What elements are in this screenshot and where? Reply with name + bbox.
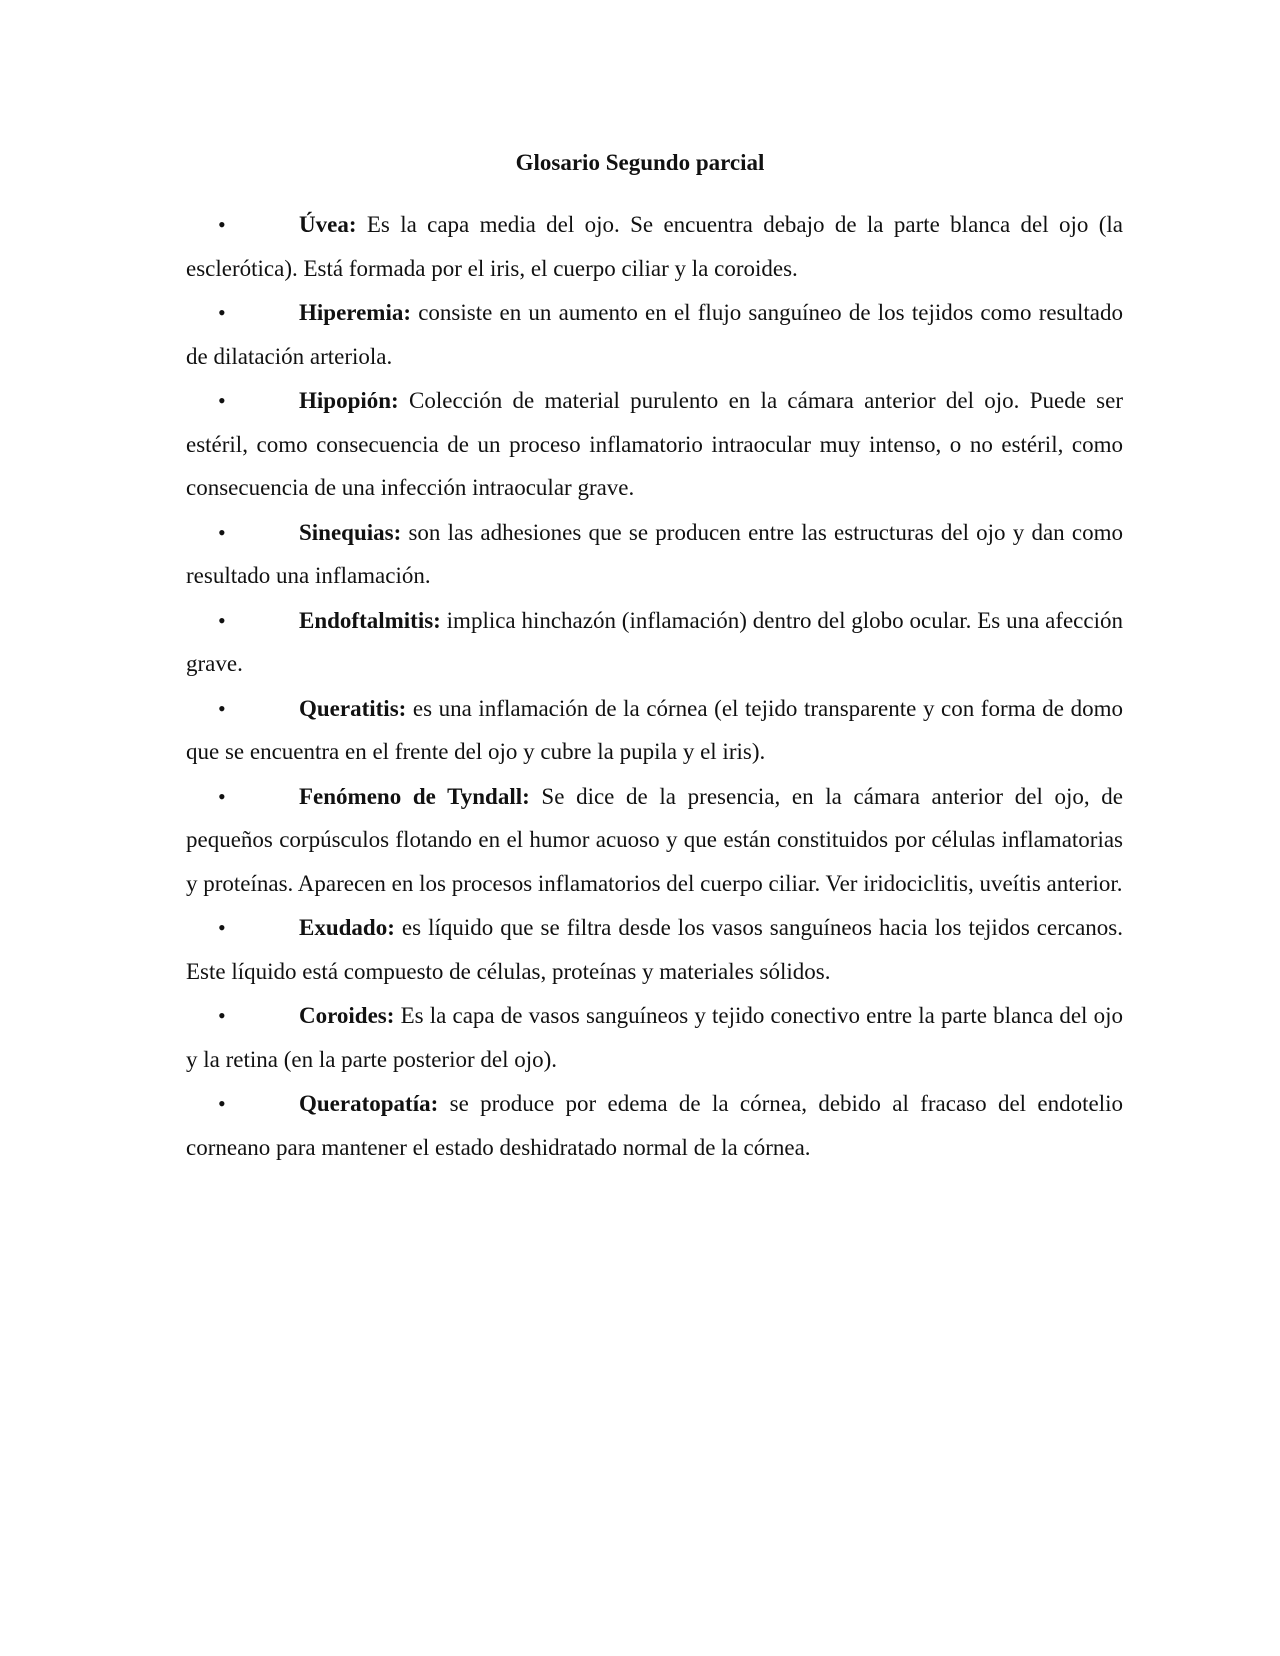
bullet-icon: • (218, 783, 226, 809)
glossary-entry-hiperemia (186, 291, 1123, 378)
bullet-icon: • (218, 915, 226, 940)
entry-definition: es una inflamación de la córnea (el tejido transparente y con forma de domo que se encuentra en el frente del ojo y cubre la pupila y el iris). (186, 695, 1123, 764)
bullet-icon: • (218, 1091, 226, 1116)
entry-definition: Es la capa de vasos sanguíneos y tejido conectivo entre la parte blanca del ojo y la retina (en la parte posterior del ojo). (186, 1003, 1123, 1072)
entry-term: Fenómeno de Tyndall: (299, 783, 530, 809)
entry-term: Sinequias: (299, 519, 402, 545)
entry-term: Queratopatía: (299, 1091, 439, 1116)
entry-term: Hipopión: (299, 388, 399, 413)
bullet-icon: • (218, 607, 226, 633)
entry-definition: Se dice de la presencia, en la cámara anterior del ojo, de pequeños corpúsculos flotando en el humor acuoso y que están constituidos por células inflamatorias y proteínas. Aparecen en los procesos inflamatorios del cuerpo ciliar. Ver iridociclitis, uveítis anterior. (186, 783, 1123, 896)
glossary-entry-coroides (186, 994, 1123, 1081)
glossary-entry-endoftalmitis (186, 599, 1123, 686)
entry-term: Hiperemia: (299, 300, 411, 325)
glossary-entry-queratopatia (186, 1082, 1123, 1169)
bullet-icon: • (218, 300, 226, 325)
entry-definition: son las adhesiones que se producen entre las estructuras del ojo y dan como resultado una inflamación. (186, 519, 1123, 588)
glossary-entry-sinequias (186, 511, 1123, 598)
entry-definition: Es la capa media del ojo. Se encuentra debajo de la parte blanca del ojo (la esclerótica). Está formada por el iris, el cuerpo ciliar y la coroides. (186, 212, 1123, 281)
entry-term: Coroides: (299, 1003, 395, 1028)
entry-term: Queratitis: (299, 695, 407, 721)
entry-term: Endoftalmitis: (299, 607, 441, 633)
entry-term: Úvea: (299, 212, 357, 237)
glossary-entry-uvea (186, 203, 1123, 290)
entry-definition: se produce por edema de la córnea, debido al fracaso del endotelio corneano para mantener el estado deshidratado normal de la córnea. (186, 1091, 1123, 1160)
glossary-entry-fenomeno-de-tyndall (186, 775, 1123, 906)
entry-definition: implica hinchazón (inflamación) dentro del globo ocular. Es una afección grave. (186, 607, 1123, 676)
glossary-list (186, 203, 1123, 1170)
glossary-entry-queratitis (186, 687, 1123, 774)
entry-term: Exudado: (299, 915, 395, 940)
glossary-entry-hipopion (186, 379, 1123, 510)
bullet-icon: • (218, 212, 226, 237)
bullet-icon: • (218, 388, 226, 413)
entry-definition: Colección de material purulento en la cámara anterior del ojo. Puede ser estéril, como consecuencia de un proceso inflamatorio intraocular muy intenso, o no estéril, como consecuencia de una infección intraocular grave. (186, 388, 1123, 500)
bullet-icon: • (218, 1003, 226, 1028)
bullet-icon: • (218, 695, 226, 721)
page-title: Glosario Segundo parcial (515, 150, 765, 175)
bullet-icon: • (218, 519, 226, 545)
entry-definition: consiste en un aumento en el flujo sanguíneo de los tejidos como resultado de dilatación arteriola. (186, 300, 1123, 369)
glossary-entry-exudado (186, 906, 1123, 993)
entry-definition: es líquido que se filtra desde los vasos sanguíneos hacia los tejidos cercanos. Este líquido está compuesto de células, proteínas y materiales sólidos. (186, 915, 1123, 984)
